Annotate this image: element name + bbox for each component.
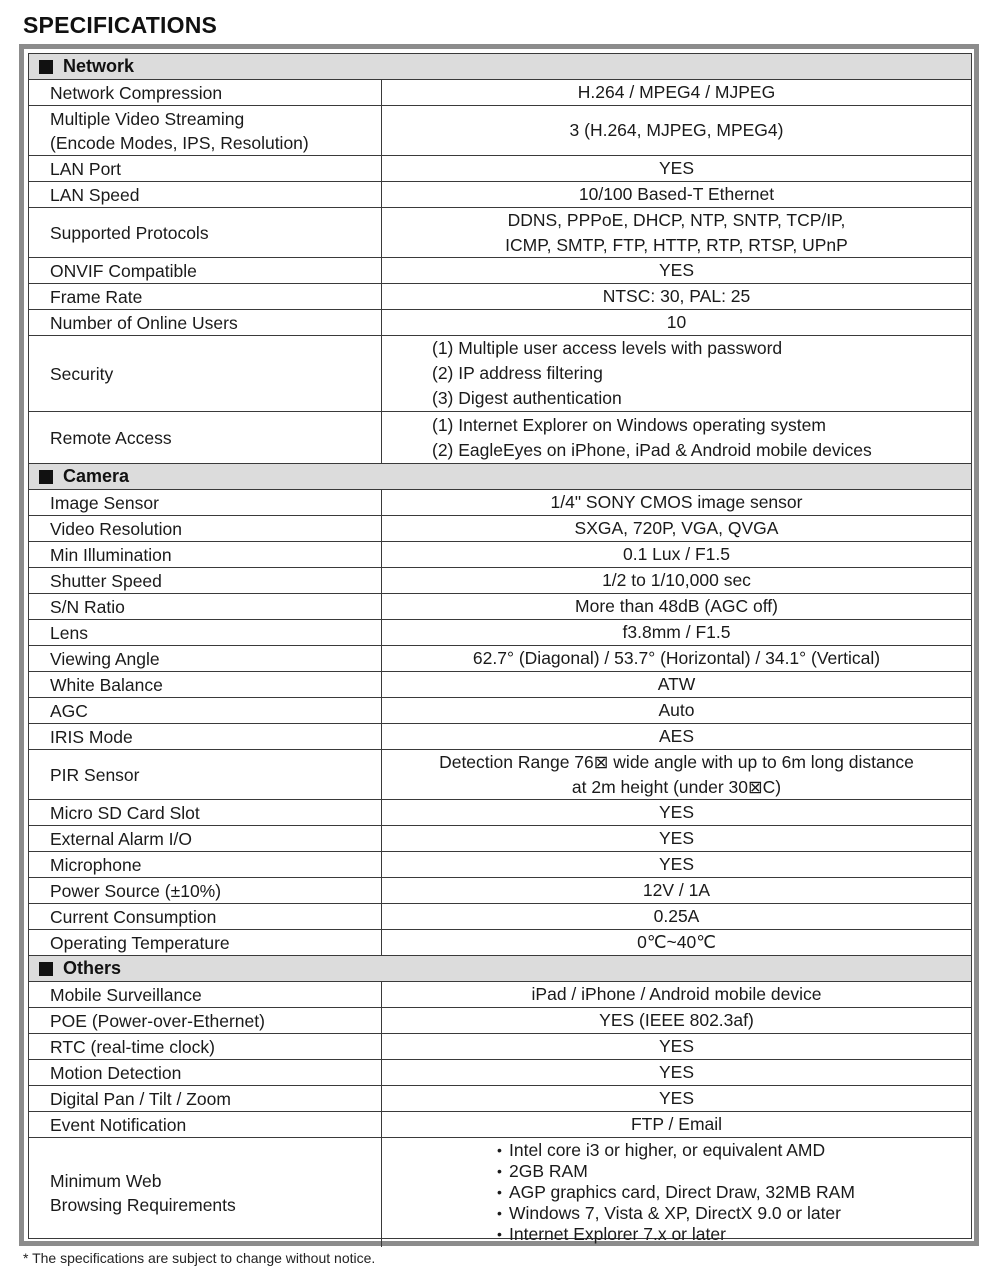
spec-value xyxy=(382,1138,971,1247)
spec-row xyxy=(29,283,971,309)
spec-label-line: S/N Ratio xyxy=(50,596,125,617)
spec-value-line: 0℃~40℃ xyxy=(637,932,716,952)
spec-label-line: Remote Access xyxy=(50,427,172,448)
spec-label-line: Motion Detection xyxy=(50,1062,182,1083)
spec-row xyxy=(29,697,971,723)
spec-value xyxy=(382,826,971,851)
spec-value-line: Detection Range 76⊠ wide angle with up to 6m long distance xyxy=(439,751,914,772)
spec-label xyxy=(29,594,382,619)
spec-label xyxy=(29,982,382,1007)
spec-label xyxy=(29,542,382,567)
spec-label-line: Micro SD Card Slot xyxy=(50,802,200,823)
spec-label-line: Power Source (±10%) xyxy=(50,880,222,901)
spec-label-line: White Balance xyxy=(50,674,163,695)
spec-label-line: AGC xyxy=(50,700,88,721)
spec-label xyxy=(29,1060,382,1085)
spec-value-line: H.264 / MPEG4 / MJPEG xyxy=(577,82,776,102)
spec-label-line: Frame Rate xyxy=(50,286,143,307)
spec-label-line: PIR Sensor xyxy=(50,764,140,785)
spec-row xyxy=(29,1033,971,1059)
spec-value-line: AES xyxy=(658,726,695,746)
spec-value xyxy=(382,1034,971,1059)
spec-value xyxy=(382,1086,971,1111)
spec-label xyxy=(29,750,382,799)
spec-label xyxy=(29,1086,382,1111)
spec-value xyxy=(382,750,971,799)
spec-label xyxy=(29,336,382,411)
spec-value xyxy=(382,568,971,593)
spec-value xyxy=(382,982,971,1007)
spec-label-line: Minimum Web xyxy=(50,1170,162,1191)
spec-value-line: 10/100 Based-T Ethernet xyxy=(578,184,775,204)
section-title: Network xyxy=(63,56,135,76)
spec-label xyxy=(29,930,382,955)
spec-value-line: SXGA, 720P, VGA, QVGA xyxy=(574,518,779,538)
spec-row xyxy=(29,749,971,799)
spec-value xyxy=(382,336,971,411)
spec-value xyxy=(382,904,971,929)
spec-label-line: (Encode Modes, IPS, Resolution) xyxy=(50,132,309,153)
spec-value-line: 10 xyxy=(666,312,687,332)
spec-row xyxy=(29,1085,971,1111)
spec-value-line: DDNS, PPPoE, DHCP, NTP, SNTP, TCP/IP, xyxy=(507,209,846,230)
spec-value-line: ICMP, SMTP, FTP, HTTP, RTP, RTSP, UPnP xyxy=(505,234,848,255)
spec-value xyxy=(382,852,971,877)
spec-label-line: Shutter Speed xyxy=(50,570,162,591)
spec-table-frame xyxy=(19,44,979,1246)
section-header-others xyxy=(29,955,971,981)
spec-label-line: Viewing Angle xyxy=(50,648,160,669)
spec-row xyxy=(29,541,971,567)
spec-row xyxy=(29,903,971,929)
spec-row xyxy=(29,1111,971,1137)
spec-row xyxy=(29,335,971,411)
spec-row xyxy=(29,593,971,619)
spec-value-line: 0.25A xyxy=(653,906,700,926)
spec-row xyxy=(29,309,971,335)
spec-label-line: ONVIF Compatible xyxy=(50,260,197,281)
spec-label xyxy=(29,80,382,105)
spec-value-line: YES xyxy=(658,260,695,280)
spec-label-line: Image Sensor xyxy=(50,492,159,513)
spec-row xyxy=(29,207,971,257)
spec-label-line: Min Illumination xyxy=(50,544,172,565)
spec-row xyxy=(29,257,971,283)
spec-label xyxy=(29,490,382,515)
spec-label-line: External Alarm I/O xyxy=(50,828,192,849)
spec-value-line: YES xyxy=(658,1062,695,1082)
spec-value-line: 0.1 Lux / F1.5 xyxy=(622,544,730,564)
spec-value xyxy=(382,80,971,105)
spec-label xyxy=(29,412,382,463)
spec-value-line: 3 (H.264, MJPEG, MPEG4) xyxy=(569,120,784,140)
spec-row xyxy=(29,929,971,955)
spec-row xyxy=(29,105,971,155)
spec-label xyxy=(29,698,382,723)
spec-label-line: LAN Speed xyxy=(50,184,140,205)
spec-value xyxy=(382,490,971,515)
spec-value-line: Auto xyxy=(658,700,695,720)
spec-value xyxy=(382,258,971,283)
spec-label xyxy=(29,258,382,283)
spec-value-line: YES xyxy=(658,828,695,848)
spec-row xyxy=(29,1137,971,1247)
spec-label-line: Microphone xyxy=(50,854,142,875)
spec-value-line: ATW xyxy=(657,674,696,694)
spec-value-line: iPad / iPhone / Android mobile device xyxy=(531,984,822,1004)
spec-value-line: More than 48dB (AGC off) xyxy=(575,596,778,616)
spec-row xyxy=(29,825,971,851)
spec-bullet-item: • Internet Explorer 7.x or later xyxy=(497,1224,726,1245)
spec-label-line: POE (Power-over-Ethernet) xyxy=(50,1010,265,1031)
spec-bullet-item: • AGP graphics card, Direct Draw, 32MB RAM xyxy=(497,1182,855,1203)
spec-row xyxy=(29,799,971,825)
spec-row xyxy=(29,155,971,181)
spec-value-line: YES xyxy=(658,158,695,178)
spec-value-line: (2) EagleEyes on iPhone, iPad & Android mobile devices xyxy=(432,439,872,460)
spec-bullet-item: • Windows 7, Vista & XP, DirectX 9.0 or later xyxy=(497,1203,841,1224)
spec-row xyxy=(29,181,971,207)
spec-value xyxy=(382,698,971,723)
spec-value-line: FTP / Email xyxy=(630,1114,723,1134)
spec-label xyxy=(29,1112,382,1137)
spec-label xyxy=(29,156,382,181)
spec-value xyxy=(382,672,971,697)
spec-label-line: Security xyxy=(50,363,114,384)
spec-label xyxy=(29,826,382,851)
spec-row xyxy=(29,567,971,593)
spec-row xyxy=(29,645,971,671)
square-bullet-icon xyxy=(39,60,53,74)
spec-value-line: 62.7° (Diagonal) / 53.7° (Horizontal) / 34.1° (Vertical) xyxy=(472,648,881,668)
spec-label-line: Lens xyxy=(50,622,88,643)
spec-label-line: Multiple Video Streaming xyxy=(50,108,245,129)
spec-value-line: NTSC: 30, PAL: 25 xyxy=(602,286,751,306)
spec-value xyxy=(382,542,971,567)
section-title: Camera xyxy=(63,466,130,486)
spec-label xyxy=(29,182,382,207)
spec-label-line: Mobile Surveillance xyxy=(50,984,202,1005)
spec-label xyxy=(29,310,382,335)
spec-value-line: at 2m height (under 30⊠C) xyxy=(571,776,782,797)
spec-value-line: YES (IEEE 802.3af) xyxy=(599,1010,754,1030)
spec-row xyxy=(29,619,971,645)
spec-row xyxy=(29,411,971,463)
square-bullet-icon xyxy=(39,962,53,976)
spec-row xyxy=(29,671,971,697)
spec-value xyxy=(382,620,971,645)
spec-label-line: Network Compression xyxy=(50,82,223,103)
spec-value xyxy=(382,106,971,155)
spec-value xyxy=(382,1112,971,1137)
spec-label xyxy=(29,878,382,903)
spec-label xyxy=(29,568,382,593)
spec-label-line: Video Resolution xyxy=(50,518,182,539)
spec-label-line: IRIS Mode xyxy=(50,726,133,747)
spec-value-line: (1) Internet Explorer on Windows operating system xyxy=(432,414,826,435)
spec-row xyxy=(29,1007,971,1033)
spec-row xyxy=(29,851,971,877)
spec-bullet-item: • Intel core i3 or higher, or equivalent AMD xyxy=(497,1140,825,1161)
spec-label-line: Browsing Requirements xyxy=(50,1194,236,1215)
spec-label-line: LAN Port xyxy=(50,158,121,179)
spec-label xyxy=(29,208,382,257)
spec-row xyxy=(29,489,971,515)
spec-value-line: (3) Digest authentication xyxy=(432,388,622,408)
spec-value xyxy=(382,208,971,257)
spec-label xyxy=(29,620,382,645)
spec-value xyxy=(382,724,971,749)
spec-label-line: Number of Online Users xyxy=(50,312,238,333)
spec-label xyxy=(29,1138,382,1247)
square-bullet-icon xyxy=(39,470,53,484)
spec-label xyxy=(29,646,382,671)
spec-value-line: (1) Multiple user access levels with password xyxy=(432,338,783,358)
section-title: Others xyxy=(63,958,122,978)
spec-table xyxy=(28,53,972,1244)
spec-label xyxy=(29,1008,382,1033)
page-title: SPECIFICATIONS xyxy=(23,12,218,38)
spec-value xyxy=(382,1008,971,1033)
footnote: * The specifications are subject to change without notice. xyxy=(23,1250,376,1266)
spec-label xyxy=(29,672,382,697)
spec-label xyxy=(29,1034,382,1059)
spec-row xyxy=(29,723,971,749)
spec-value xyxy=(382,878,971,903)
spec-label xyxy=(29,852,382,877)
spec-label xyxy=(29,284,382,309)
spec-label xyxy=(29,516,382,541)
spec-row xyxy=(29,79,971,105)
section-header-camera xyxy=(29,463,971,489)
spec-value xyxy=(382,594,971,619)
spec-value-line: 1/2 to 1/10,000 sec xyxy=(602,570,751,590)
spec-label xyxy=(29,904,382,929)
section-header-network xyxy=(29,53,971,79)
spec-row xyxy=(29,981,971,1007)
spec-label xyxy=(29,800,382,825)
spec-value-line: 1/4" SONY CMOS image sensor xyxy=(550,492,803,512)
spec-value xyxy=(382,930,971,955)
spec-value xyxy=(382,1060,971,1085)
spec-value-line: f3.8mm / F1.5 xyxy=(622,622,731,642)
spec-value-line: (2) IP address filtering xyxy=(432,363,603,383)
spec-row xyxy=(29,1059,971,1085)
spec-label-line: Supported Protocols xyxy=(50,222,209,243)
spec-label xyxy=(29,724,382,749)
spec-label-line: RTC (real-time clock) xyxy=(50,1036,215,1057)
spec-value-line: YES xyxy=(658,802,695,822)
spec-label-line: Digital Pan / Tilt / Zoom xyxy=(50,1088,231,1109)
spec-value xyxy=(382,182,971,207)
spec-value xyxy=(382,412,971,463)
spec-label-line: Event Notification xyxy=(50,1114,187,1135)
spec-value xyxy=(382,156,971,181)
spec-bullet-item: • 2GB RAM xyxy=(497,1161,588,1182)
spec-row xyxy=(29,877,971,903)
spec-value xyxy=(382,646,971,671)
spec-value xyxy=(382,284,971,309)
spec-row xyxy=(29,515,971,541)
spec-label xyxy=(29,106,382,155)
spec-value-line: YES xyxy=(658,1036,695,1056)
spec-value-line: YES xyxy=(658,854,695,874)
spec-value-line: YES xyxy=(658,1088,695,1108)
spec-value-line: 12V / 1A xyxy=(642,880,711,900)
spec-label-line: Current Consumption xyxy=(50,906,217,927)
spec-value xyxy=(382,516,971,541)
spec-label-line: Operating Temperature xyxy=(50,932,230,953)
spec-value xyxy=(382,800,971,825)
spec-value xyxy=(382,310,971,335)
